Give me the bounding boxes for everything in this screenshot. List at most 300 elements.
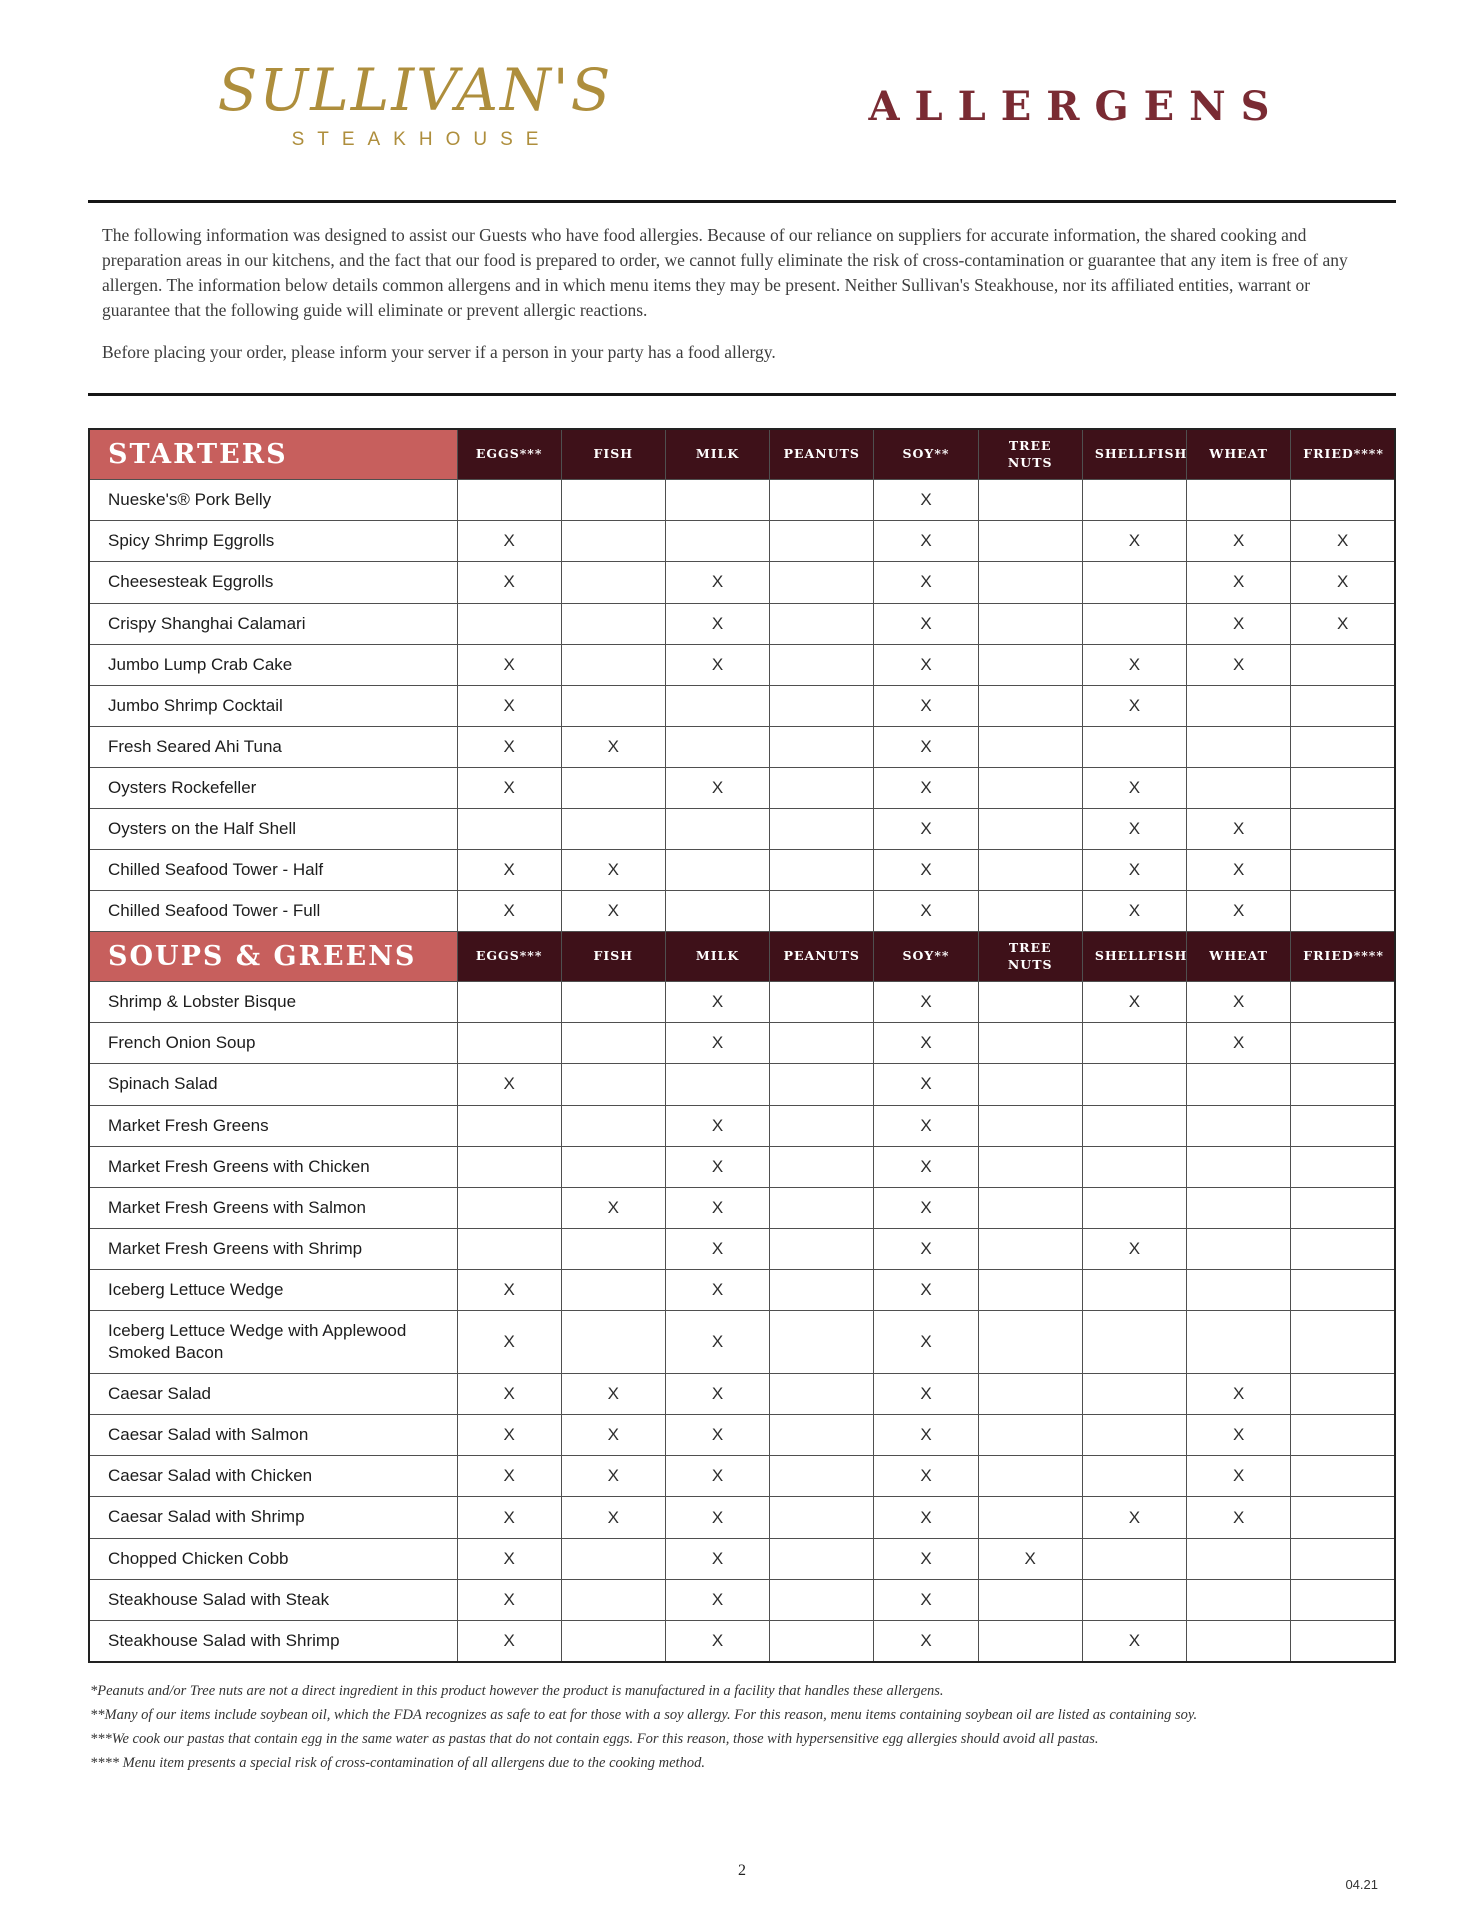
allergen-empty-cell (1291, 767, 1395, 808)
allergen-empty-cell (561, 644, 665, 685)
allergen-empty-cell (978, 562, 1082, 603)
allergen-empty-cell (1187, 1228, 1291, 1269)
allergen-mark: X (1082, 685, 1186, 726)
menu-item-name: Iceberg Lettuce Wedge with Applewood Smoked Bacon (89, 1311, 457, 1374)
allergen-empty-cell (561, 603, 665, 644)
allergen-mark: X (1187, 850, 1291, 891)
allergen-empty-cell (1082, 480, 1186, 521)
allergen-mark: X (665, 982, 769, 1023)
allergen-mark: X (665, 1456, 769, 1497)
allergen-mark: X (665, 1538, 769, 1579)
allergen-mark: X (665, 562, 769, 603)
allergen-empty-cell (561, 562, 665, 603)
allergen-mark: X (457, 685, 561, 726)
allergen-empty-cell (1082, 1146, 1186, 1187)
allergen-empty-cell (770, 808, 874, 849)
allergen-empty-cell (978, 1456, 1082, 1497)
table-row (89, 891, 1395, 932)
menu-item-name: Caesar Salad with Chicken (89, 1456, 457, 1497)
allergen-empty-cell (978, 1269, 1082, 1310)
allergen-mark: X (1187, 1023, 1291, 1064)
allergen-mark: X (874, 562, 978, 603)
allergen-empty-cell (1082, 1064, 1186, 1105)
intro-divider (88, 393, 1396, 396)
allergen-empty-cell (978, 1146, 1082, 1187)
allergen-mark: X (978, 1538, 1082, 1579)
allergen-empty-cell (978, 1415, 1082, 1456)
allergen-empty-cell (1291, 982, 1395, 1023)
allergen-empty-cell (457, 1187, 561, 1228)
allergen-empty-cell (561, 1146, 665, 1187)
allergen-empty-cell (1187, 1146, 1291, 1187)
allergen-empty-cell (770, 1064, 874, 1105)
allergen-mark: X (457, 1538, 561, 1579)
table-row (89, 850, 1395, 891)
allergen-mark: X (457, 726, 561, 767)
allergen-empty-cell (1187, 1620, 1291, 1662)
allergen-empty-cell (1082, 562, 1186, 603)
section-title: STARTERS (89, 429, 457, 480)
allergen-mark: X (874, 850, 978, 891)
allergen-empty-cell (1291, 1228, 1395, 1269)
table-row (89, 521, 1395, 562)
footnote-peanuts: *Peanuts and/or Tree nuts are not a direct ingredient in this product however the product is manufactured in a facility that handles these allergens. (90, 1682, 944, 1699)
allergen-mark: X (874, 1228, 978, 1269)
allergen-mark: X (457, 562, 561, 603)
allergen-empty-cell (770, 521, 874, 562)
allergen-mark: X (1082, 808, 1186, 849)
allergen-empty-cell (770, 1187, 874, 1228)
allergen-empty-cell (561, 1620, 665, 1662)
allergen-mark: X (561, 1415, 665, 1456)
allergen-column-header: TREE NUTS (978, 932, 1082, 982)
allergen-mark: X (457, 521, 561, 562)
table-row (89, 644, 1395, 685)
allergen-mark: X (874, 644, 978, 685)
allergen-empty-cell (770, 726, 874, 767)
allergen-mark: X (874, 1064, 978, 1105)
allergen-empty-cell (457, 1105, 561, 1146)
allergen-mark: X (457, 1374, 561, 1415)
allergen-mark: X (561, 726, 665, 767)
allergen-empty-cell (1291, 1064, 1395, 1105)
allergen-column-header: WHEAT (1187, 429, 1291, 480)
allergen-mark: X (457, 767, 561, 808)
allergen-empty-cell (978, 521, 1082, 562)
allergen-mark: X (665, 1415, 769, 1456)
allergen-empty-cell (770, 1105, 874, 1146)
allergen-mark: X (457, 644, 561, 685)
allergen-empty-cell (978, 1187, 1082, 1228)
allergen-empty-cell (1291, 1105, 1395, 1146)
allergen-empty-cell (457, 1228, 561, 1269)
allergen-mark: X (665, 767, 769, 808)
allergen-empty-cell (978, 767, 1082, 808)
allergen-empty-cell (1082, 1023, 1186, 1064)
menu-item-name: Nueske's® Pork Belly (89, 480, 457, 521)
allergen-empty-cell (1082, 603, 1186, 644)
allergen-mark: X (1187, 644, 1291, 685)
footnotes (88, 1681, 1396, 1774)
allergen-mark: X (1082, 767, 1186, 808)
allergen-empty-cell (770, 1146, 874, 1187)
allergen-mark: X (665, 1105, 769, 1146)
allergen-empty-cell (561, 1064, 665, 1105)
allergen-empty-cell (770, 1620, 874, 1662)
menu-item-name: Caesar Salad with Salmon (89, 1415, 457, 1456)
brand-logo-wordmark: SULLIVAN'S (217, 56, 613, 124)
allergen-empty-cell (770, 1415, 874, 1456)
allergen-empty-cell (665, 1064, 769, 1105)
page-footer (88, 1862, 1396, 1892)
allergen-empty-cell (561, 1269, 665, 1310)
allergen-empty-cell (1187, 767, 1291, 808)
allergen-empty-cell (978, 480, 1082, 521)
allergen-column-header: EGGS*** (457, 429, 561, 480)
allergen-mark: X (874, 726, 978, 767)
allergen-empty-cell (978, 1620, 1082, 1662)
allergen-empty-cell (1291, 1456, 1395, 1497)
allergen-empty-cell (561, 767, 665, 808)
allergen-empty-cell (1291, 726, 1395, 767)
masthead (88, 42, 1396, 170)
table-row (89, 1146, 1395, 1187)
allergen-empty-cell (665, 480, 769, 521)
allergen-mark: X (665, 644, 769, 685)
table-row (89, 1415, 1395, 1456)
allergen-empty-cell (978, 1374, 1082, 1415)
menu-item-name: Oysters Rockefeller (89, 767, 457, 808)
allergen-mark: X (874, 808, 978, 849)
allergen-mark: X (1187, 982, 1291, 1023)
allergen-empty-cell (978, 1064, 1082, 1105)
allergen-empty-cell (770, 767, 874, 808)
allergen-empty-cell (1082, 1269, 1186, 1310)
allergen-mark: X (874, 1187, 978, 1228)
allergen-mark: X (561, 1374, 665, 1415)
allergen-mark: X (874, 1374, 978, 1415)
allergen-empty-cell (1082, 1538, 1186, 1579)
allergen-empty-cell (1291, 1538, 1395, 1579)
page-number: 2 (738, 1862, 746, 1879)
allergen-mark: X (665, 1579, 769, 1620)
allergen-mark: X (874, 1415, 978, 1456)
allergen-mark: X (665, 1374, 769, 1415)
menu-item-name: Jumbo Lump Crab Cake (89, 644, 457, 685)
allergen-empty-cell (561, 1228, 665, 1269)
allergen-empty-cell (1082, 1105, 1186, 1146)
table-row (89, 1105, 1395, 1146)
allergen-mark: X (665, 1311, 769, 1374)
allergen-empty-cell (1082, 726, 1186, 767)
allergen-mark: X (1187, 1456, 1291, 1497)
allergen-empty-cell (978, 603, 1082, 644)
allergen-empty-cell (457, 808, 561, 849)
allergen-empty-cell (978, 1023, 1082, 1064)
allergen-mark: X (874, 480, 978, 521)
section-header-row (89, 932, 1395, 982)
allergen-empty-cell (1187, 1269, 1291, 1310)
allergen-mark: X (1187, 1415, 1291, 1456)
menu-item-name: Fresh Seared Ahi Tuna (89, 726, 457, 767)
allergen-empty-cell (665, 891, 769, 932)
allergen-mark: X (665, 1269, 769, 1310)
menu-item-name: Spicy Shrimp Eggrolls (89, 521, 457, 562)
menu-item-name: Crispy Shanghai Calamari (89, 603, 457, 644)
allergen-empty-cell (770, 562, 874, 603)
allergen-mark: X (457, 1579, 561, 1620)
allergen-mark: X (874, 767, 978, 808)
table-row (89, 1269, 1395, 1310)
allergen-mark: X (874, 1579, 978, 1620)
allergen-empty-cell (1082, 1456, 1186, 1497)
menu-item-name: Chopped Chicken Cobb (89, 1538, 457, 1579)
allergen-empty-cell (770, 1579, 874, 1620)
allergen-empty-cell (770, 480, 874, 521)
table-row (89, 1187, 1395, 1228)
allergen-mark: X (457, 1269, 561, 1310)
allergen-empty-cell (561, 521, 665, 562)
allergen-mark: X (457, 1415, 561, 1456)
allergen-column-header: PEANUTS (770, 429, 874, 480)
table-row (89, 685, 1395, 726)
allergen-empty-cell (1291, 480, 1395, 521)
allergen-mark: X (874, 1146, 978, 1187)
allergen-empty-cell (1082, 1579, 1186, 1620)
allergen-empty-cell (1082, 1415, 1186, 1456)
allergen-empty-cell (1291, 891, 1395, 932)
allergen-column-header: MILK (665, 429, 769, 480)
allergen-mark: X (874, 521, 978, 562)
allergen-mark: X (665, 1187, 769, 1228)
allergen-empty-cell (561, 808, 665, 849)
allergen-empty-cell (1291, 1146, 1395, 1187)
allergen-mark: X (874, 1620, 978, 1662)
allergen-empty-cell (1291, 1311, 1395, 1374)
page-title: ALLERGENS (868, 82, 1285, 130)
table-row (89, 1456, 1395, 1497)
allergen-empty-cell (561, 982, 665, 1023)
allergen-mark: X (1187, 891, 1291, 932)
allergen-mark: X (1082, 850, 1186, 891)
allergen-empty-cell (561, 685, 665, 726)
table-row (89, 1497, 1395, 1538)
allergen-mark: X (665, 1620, 769, 1662)
allergen-empty-cell (665, 808, 769, 849)
allergen-mark: X (874, 1497, 978, 1538)
menu-item-name: Caesar Salad with Shrimp (89, 1497, 457, 1538)
menu-item-name: Chilled Seafood Tower - Half (89, 850, 457, 891)
table-row (89, 562, 1395, 603)
allergen-mark: X (457, 1064, 561, 1105)
intro-block (88, 203, 1396, 393)
allergen-mark: X (1187, 562, 1291, 603)
table-row (89, 1579, 1395, 1620)
allergen-column-header: FISH (561, 429, 665, 480)
menu-item-name: Spinach Salad (89, 1064, 457, 1105)
allergen-mark: X (457, 1311, 561, 1374)
allergen-column-header: FRIED**** (1291, 932, 1395, 982)
allergen-empty-cell (561, 1105, 665, 1146)
allergen-column-header: FRIED**** (1291, 429, 1395, 480)
allergen-table (88, 428, 1396, 1663)
allergen-empty-cell (1082, 1311, 1186, 1374)
allergen-mark: X (1082, 521, 1186, 562)
allergen-empty-cell (1291, 1620, 1395, 1662)
allergen-mark: X (1291, 562, 1395, 603)
allergen-empty-cell (978, 726, 1082, 767)
allergen-empty-cell (770, 644, 874, 685)
menu-item-name: French Onion Soup (89, 1023, 457, 1064)
allergen-empty-cell (561, 1311, 665, 1374)
allergen-column-header: PEANUTS (770, 932, 874, 982)
menu-item-name: Iceberg Lettuce Wedge (89, 1269, 457, 1310)
section-header-row (89, 429, 1395, 480)
allergen-empty-cell (1291, 1415, 1395, 1456)
allergen-empty-cell (770, 1269, 874, 1310)
menu-item-name: Shrimp & Lobster Bisque (89, 982, 457, 1023)
brand-logo-subtitle: STEAKHOUSE (291, 129, 552, 150)
allergen-empty-cell (665, 850, 769, 891)
allergen-empty-cell (1291, 644, 1395, 685)
allergen-column-header: SHELLFISH (1082, 932, 1186, 982)
allergen-empty-cell (1187, 480, 1291, 521)
table-row (89, 982, 1395, 1023)
allergen-column-header: SHELLFISH (1082, 429, 1186, 480)
allergen-mark: X (874, 1023, 978, 1064)
allergen-empty-cell (1291, 1374, 1395, 1415)
table-row (89, 767, 1395, 808)
menu-item-name: Oysters on the Half Shell (89, 808, 457, 849)
allergen-mark: X (665, 1228, 769, 1269)
allergen-empty-cell (1291, 1023, 1395, 1064)
allergen-mark: X (874, 982, 978, 1023)
table-row (89, 1374, 1395, 1415)
allergen-empty-cell (457, 982, 561, 1023)
allergen-empty-cell (770, 850, 874, 891)
allergen-empty-cell (665, 521, 769, 562)
allergen-mark: X (1082, 1228, 1186, 1269)
allergen-mark: X (665, 1497, 769, 1538)
table-row (89, 603, 1395, 644)
brand-logo (88, 56, 742, 151)
allergen-empty-cell (665, 726, 769, 767)
allergen-mark: X (874, 891, 978, 932)
menu-item-name: Market Fresh Greens with Chicken (89, 1146, 457, 1187)
allergen-mark: X (561, 1187, 665, 1228)
allergen-empty-cell (1291, 1269, 1395, 1310)
allergen-empty-cell (1291, 850, 1395, 891)
allergen-mark: X (1082, 982, 1186, 1023)
section-title: SOUPS & GREENS (89, 932, 457, 982)
allergen-mark: X (1291, 521, 1395, 562)
menu-item-name: Caesar Salad (89, 1374, 457, 1415)
allergen-empty-cell (1082, 1374, 1186, 1415)
allergen-empty-cell (1291, 1187, 1395, 1228)
allergen-mark: X (457, 1620, 561, 1662)
footnote-soy: **Many of our items include soybean oil, which the FDA recognizes as safe to eat for those with a soy allergy. For this reason, menu items containing soybean oil are listed as containing soy. (90, 1706, 1198, 1723)
allergen-mark: X (457, 1497, 561, 1538)
allergen-mark: X (457, 850, 561, 891)
table-row (89, 1538, 1395, 1579)
allergen-empty-cell (1291, 685, 1395, 726)
allergen-mark: X (1187, 521, 1291, 562)
menu-item-name: Market Fresh Greens with Salmon (89, 1187, 457, 1228)
allergen-empty-cell (770, 1456, 874, 1497)
allergen-mark: X (874, 1456, 978, 1497)
allergen-empty-cell (1291, 1579, 1395, 1620)
allergen-mark: X (1187, 808, 1291, 849)
allergy-notice-paragraph: Before placing your order, please inform your server if a person in your party has a food allergy. (102, 342, 776, 363)
table-row (89, 1620, 1395, 1662)
allergen-mark: X (457, 1456, 561, 1497)
allergen-mark: X (1187, 1497, 1291, 1538)
allergen-mark: X (874, 1538, 978, 1579)
allergen-mark: X (665, 1023, 769, 1064)
allergen-empty-cell (1187, 1064, 1291, 1105)
allergen-mark: X (1082, 1497, 1186, 1538)
allergen-empty-cell (1187, 1105, 1291, 1146)
allergen-empty-cell (457, 603, 561, 644)
menu-item-name: Jumbo Shrimp Cocktail (89, 685, 457, 726)
allergen-empty-cell (770, 1311, 874, 1374)
allergen-column-header: TREE NUTS (978, 429, 1082, 480)
allergen-empty-cell (561, 480, 665, 521)
allergen-empty-cell (770, 685, 874, 726)
allergen-empty-cell (1187, 1187, 1291, 1228)
allergen-empty-cell (770, 1023, 874, 1064)
allergen-empty-cell (770, 1228, 874, 1269)
allergen-mark: X (874, 603, 978, 644)
allergen-column-header: EGGS*** (457, 932, 561, 982)
table-row (89, 726, 1395, 767)
allergen-column-header: FISH (561, 932, 665, 982)
allergen-empty-cell (1187, 1579, 1291, 1620)
allergen-empty-cell (770, 891, 874, 932)
table-row (89, 1023, 1395, 1064)
allergen-empty-cell (978, 850, 1082, 891)
footnote-eggs: ***We cook our pastas that contain egg in the same water as pastas that do not contain eggs. For this reason, those with hypersensitive egg allergies should avoid all pastas. (90, 1730, 1099, 1747)
allergen-mark: X (1082, 644, 1186, 685)
allergen-mark: X (561, 891, 665, 932)
table-row (89, 1228, 1395, 1269)
allergen-empty-cell (978, 1311, 1082, 1374)
allergen-empty-cell (561, 1538, 665, 1579)
allergen-mark: X (1187, 603, 1291, 644)
allergen-empty-cell (978, 1228, 1082, 1269)
allergen-column-header: SOY** (874, 932, 978, 982)
intro-paragraph: The following information was designed to assist our Guests who have food allergies. Because of our reliance on suppliers for accurate information, the shared cooking and preparation areas in our kitchens, and the fact that our food is prepared to order, we cannot fully eliminate the risk of cross-contamination or guarantee that any item is free of any allergen. The information below details common allergens and in which menu items they may be present. Neither Sullivan's Steakhouse, nor its affiliated entities, warrant or guarantee that the following guide will eliminate or prevent allergic reactions. (102, 225, 1348, 320)
allergen-empty-cell (561, 1023, 665, 1064)
allergen-mark: X (561, 1497, 665, 1538)
table-row (89, 1311, 1395, 1374)
allergen-empty-cell (1187, 726, 1291, 767)
menu-item-name: Steakhouse Salad with Shrimp (89, 1620, 457, 1662)
allergen-empty-cell (770, 1374, 874, 1415)
allergen-empty-cell (1187, 1311, 1291, 1374)
allergen-empty-cell (978, 1105, 1082, 1146)
allergen-empty-cell (1187, 1538, 1291, 1579)
table-row (89, 808, 1395, 849)
allergen-empty-cell (978, 1497, 1082, 1538)
allergen-mark: X (1187, 1374, 1291, 1415)
allergen-empty-cell (1082, 1187, 1186, 1228)
allergen-mark: X (874, 685, 978, 726)
menu-item-name: Cheesesteak Eggrolls (89, 562, 457, 603)
allergen-empty-cell (770, 1538, 874, 1579)
table-row (89, 480, 1395, 521)
allergen-empty-cell (978, 808, 1082, 849)
